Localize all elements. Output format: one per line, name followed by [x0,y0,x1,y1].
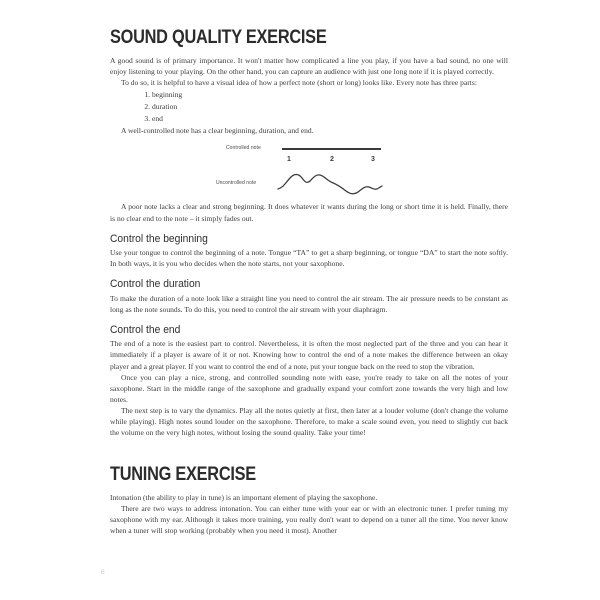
note-shape-svg [110,140,508,198]
figure-marker-2: 2 [330,156,334,164]
paragraph-control-end-2: Once you can play a nice, strong, and controlled sounding note with ease, you're ready to take on all the notes of your saxophone. Start in the middle range of the saxophone and gradually expand your comfort zone towards the very high and low notes. [110,372,508,404]
page-title-sound-quality: SOUND QUALITY EXERCISE [110,27,327,48]
figure-label-uncontrolled-note: Uncontrolled note [216,180,257,187]
section-heading-control-duration: Control the duration [110,278,201,291]
paragraph-well-controlled-note: A well-controlled note has a clear beginning, duration, and end. [121,126,314,136]
page-content [110,28,508,536]
paragraph-sound-intro-1: A good sound is of primary importance. It won't matter how complicated a line you play, if you have a bad sound, no one will enjoy listening to your playing. On the other hand, you can capture an audience with just one long note if it is played correctly. [110,55,508,77]
paragraph-control-duration: To make the duration of a note look like a straight line you need to control the air stream. The air pressure needs to be constant as long as the note sounds. To do this, you need to control the air stream with your diaphragm. [110,293,508,314]
section-heading-control-beginning: Control the beginning [110,232,208,245]
list-item: end [152,113,163,123]
paragraph-control-end-3: The next step is to vary the dynamics. Play all the notes quietly at first, then later at a louder volume (don't change the volume while playing). High notes sound louder on the saxophone. Therefore, to make a scale sound even, you need to slightly cut back the volume on the very high notes, without losing the sound quality. Take your time! [110,406,508,438]
section-heading-control-end: Control the end [110,323,181,336]
paragraph-poor-note: A poor note lacks a clear and strong beginning. It does whatever it wants during the long or short time it is held. Finally, there is no clear end to the note – it simply fades out. [110,202,508,223]
figure-label-controlled-note: Controlled note [226,145,261,152]
list-item: duration [152,102,178,111]
figure-marker-1: 1 [287,156,291,164]
paragraph-tuning-2: There are two ways to address intonation. You can either tune with your ear or with an electronic tuner. I prefer tuning my saxophone with my ear. Although it takes more training, you really don't want to depend on a tuner all the time. You never know when a tuner will stop working (probably when you need it most). Another [110,503,508,536]
paragraph-control-end-1: The end of a note is the easiest part to control. Nevertheless, it is often the most neglected part of the three and you can hear it immediately if a player is aware of it or not. Knowing how to control the end of a note makes the difference between an okay player and a great player. If you want to control the end of a note, put your tongue back on the reed to stop the vibration. [110,339,508,371]
paragraph-tuning-1: Intonation (the ability to play in tune) is an important element of playing the saxophone. [110,492,378,502]
note-shape-diagram [110,140,508,198]
section-spacer [110,439,508,465]
list-item: beginning [152,90,183,100]
page-title-tuning: TUNING EXERCISE [110,463,256,485]
paragraph-control-beginning: Use your tongue to control the beginning of a note. Tongue “TA” to get a sharp beginning, or tongue “DA” to start the note softly. In both ways, it is you who decides when the note starts, not your saxophone. [110,247,508,269]
paragraph-sound-intro-2: To do so, it is helpful to have a visual idea of how a perfect note (short or long) looks like. Every note has three parts: [121,78,477,88]
note-parts-list [110,89,508,124]
figure-marker-3: 3 [371,156,375,164]
page-number: 6 [101,569,105,576]
uncontrolled-note-wave [278,175,382,194]
